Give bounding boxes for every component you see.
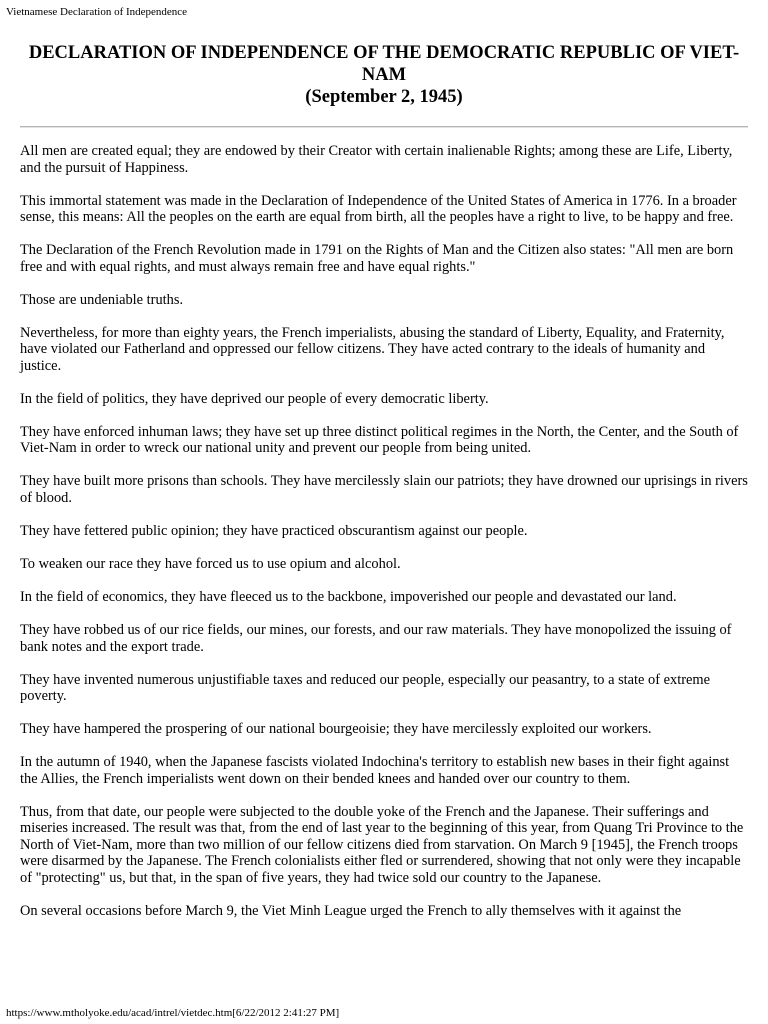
paragraph: They have robbed us of our rice fields, our mines, our forests, and our raw materials. They have monopolized the issuing of bank notes and the export trade. (20, 621, 732, 655)
paragraph: They have fettered public opinion; they have practiced obscurantism against our people. (20, 523, 528, 540)
document-title (20, 42, 748, 108)
paragraph: This immortal statement was made in the Declaration of Independence of the United States of America in 1776. In a broader sense, this means: All the peoples on the earth are equal from birth, all the peoples have a right to live, to be happy and free. (20, 192, 737, 226)
paragraph: The Declaration of the French Revolution made in 1791 on the Rights of Man and the Citizen also states: "All men are born free and with equal rights, and must always remain free and have equal rights." (20, 242, 734, 275)
paragraph: They have built more prisons than schools. They have mercilessly slain our patriots; they have drowned our uprisings in rivers of blood. (20, 473, 748, 507)
paragraph: Thus, from that date, our people were subjected to the double yoke of the French and the Japanese. Their sufferings and miseries increased. The result was that, from the end of last year to the beginning of this year, from Quang Tri Province to the North of Viet-Nam, more than two million of our fellow citizens died from starvation. On March 9 [1945], the French troops were disarmed by the Japanese. The French colonialists either fled or surrendered, showing that not only were they incapable of "protecting" us, but that, in the span of five years, they had twice sold our country to the Japanese. (20, 803, 744, 887)
paragraph: All men are created equal; they are endowed by their Creator with certain inalienable Rights; among these are Life, Liberty, and the pursuit of Happiness. (20, 143, 733, 176)
document-body (20, 143, 748, 936)
paragraph: On several occasions before March 9, the Viet Minh League urged the French to ally themselves with it against the (20, 903, 682, 920)
paragraph: In the field of politics, they have deprived our people of every democratic liberty. (20, 390, 489, 407)
horizontal-divider (20, 126, 748, 128)
print-header-title: Vietnamese Declaration of Independence (6, 6, 188, 18)
document-title-date: (September 2, 1945) (305, 87, 463, 107)
paragraph: Nevertheless, for more than eighty years, the French imperialists, abusing the standard of Liberty, Equality, and Fraternity, have violated our Fatherland and oppressed our fellow citizens. They have acted contrary to the ideals of humanity and justice. (20, 324, 725, 374)
paragraph: They have invented numerous unjustifiable taxes and reduced our people, especially our peasantry, to a state of extreme poverty. (20, 671, 710, 705)
paragraph: In the autumn of 1940, when the Japanese fascists violated Indochina's territory to establish new bases in their fight against the Allies, the French imperialists went down on their bended knees and handed over our country to them. (20, 754, 730, 787)
paragraph: To weaken our race they have forced us to use opium and alcohol. (20, 556, 401, 573)
paragraph: In the field of economics, they have fleeced us to the backbone, impoverished our people and devastated our land. (20, 589, 677, 605)
paragraph: Those are undeniable truths. (20, 291, 184, 308)
print-footer-url: https://www.mtholyoke.edu/acad/intrel/vietdec.htm[6/22/2012 2:41:27 PM] (6, 1007, 340, 1019)
paragraph: They have hampered the prospering of our national bourgeoisie; they have mercilessly exploited our workers. (20, 721, 652, 738)
document-title-line-2: NAM (361, 65, 407, 85)
paragraph: They have enforced inhuman laws; they have set up three distinct political regimes in the North, the Center, and the South of Viet-Nam in order to wreck our national unity and prevent our people from being united. (20, 423, 739, 457)
document-title-line-1: DECLARATION OF INDEPENDENCE OF THE DEMOCRATIC REPUBLIC OF VIET- (28, 43, 740, 63)
